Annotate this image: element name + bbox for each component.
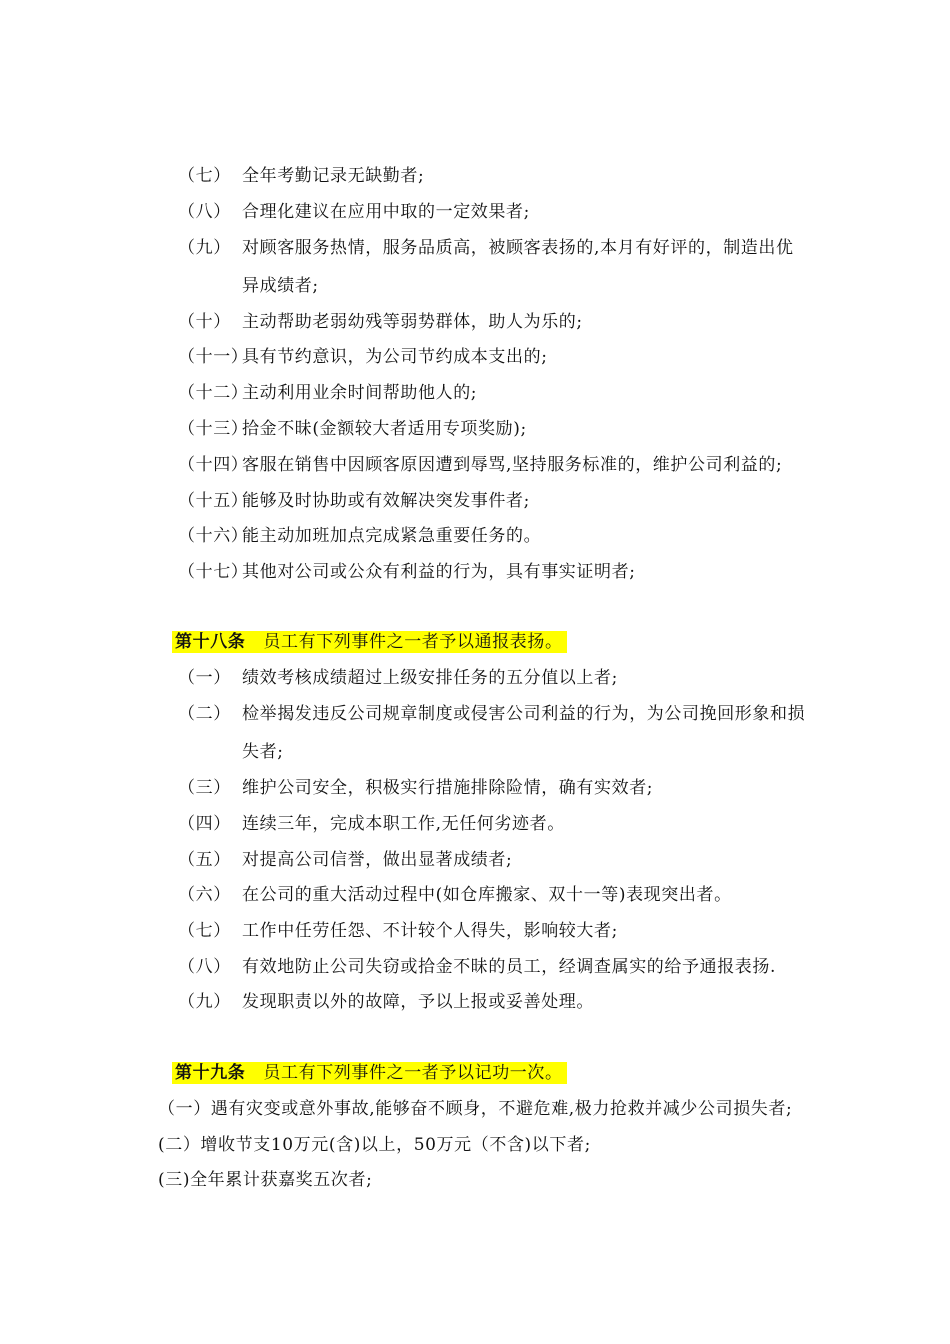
article-number: 第十八条 [175, 632, 246, 652]
article-title: 员工有下列事件之一者予以通报表扬。 [263, 632, 563, 652]
item-text: 检举揭发违反公司规章制度或侵害公司利益的行为，为公司挽回形象和损 [242, 704, 806, 724]
item-number: （二） [178, 704, 231, 724]
item-text: 其他对公司或公众有利益的行为，具有事实证明者; [242, 562, 636, 582]
item-text: 主动利用业余时间帮助他人的; [242, 383, 478, 403]
item-text: 具有节约意识，为公司节约成本支出的; [242, 347, 548, 367]
list-item: (三)全年累计获嘉奖五次者; [158, 1170, 373, 1190]
article-title: 员工有下列事件之一者予以记功一次。 [263, 1063, 563, 1083]
list-item: （一）遇有灾变或意外事故,能够奋不顾身，不避危难,极力抢救并减少公司损失者; [158, 1099, 793, 1119]
item-text: 对顾客服务热情，服务品质高，被顾客表扬的,本月有好评的，制造出优 [242, 238, 794, 258]
item-text: 主动帮助老弱幼残等弱势群体，助人为乐的; [242, 312, 583, 332]
item-number: （十三） [178, 419, 249, 439]
item-text: 能够及时协助或有效解决突发事件者; [242, 491, 530, 511]
item-text: 有效地防止公司失窃或拾金不昧的员工，经调查属实的给予通报表扬. [242, 957, 777, 977]
item-number: （十一） [178, 347, 249, 367]
item-text: 合理化建议在应用中取的一定效果者; [242, 202, 530, 222]
item-text: 连续三年，完成本职工作,无任何劣迹者。 [242, 814, 565, 834]
item-number: （八） [178, 202, 231, 222]
item-number: （七） [178, 921, 231, 941]
item-text: 对提高公司信誉，做出显著成绩者; [242, 850, 513, 870]
item-number: （四） [178, 814, 231, 834]
article-number: 第十九条 [175, 1063, 246, 1083]
item-text: 全年考勤记录无缺勤者; [242, 166, 425, 186]
list-item: (二）增收节支10万元(含)以上，50万元（不含)以下者; [158, 1135, 591, 1155]
item-number: （八） [178, 957, 231, 977]
article-heading [172, 631, 567, 653]
item-number: （十六） [178, 526, 249, 546]
item-text: 拾金不昧(金额较大者适用专项奖励); [242, 419, 527, 439]
item-number: （九） [178, 992, 231, 1012]
item-number: （十） [178, 312, 231, 332]
item-number: （五） [178, 850, 231, 870]
item-number: （十七） [178, 562, 249, 582]
item-number: （六） [178, 885, 231, 905]
item-number: （十二） [178, 383, 249, 403]
item-text: 发现职责以外的故障，予以上报或妥善处理。 [242, 992, 594, 1012]
article-heading [172, 1062, 567, 1084]
item-text: 能主动加班加点完成紧急重要任务的。 [242, 526, 542, 546]
item-text: 维护公司安全，积极实行措施排除险情，确有实效者; [242, 778, 654, 798]
item-text: 绩效考核成绩超过上级安排任务的五分值以上者; [242, 668, 618, 688]
item-text: 异成绩者; [242, 276, 319, 296]
item-number: （九） [178, 238, 231, 258]
item-number: （三） [178, 778, 231, 798]
item-number: （一） [178, 668, 231, 688]
item-text: 在公司的重大活动过程中(如仓库搬家、双十一等)表现突出者。 [242, 885, 732, 905]
item-number: （十四） [178, 455, 249, 475]
item-number: （十五） [178, 491, 249, 511]
item-text: 失者; [242, 742, 284, 762]
item-text: 客服在销售中因顾客原因遭到辱骂,坚持服务标准的，维护公司利益的; [242, 455, 783, 475]
item-number: （七） [178, 166, 231, 186]
item-text: 工作中任劳任怨、不计较个人得失，影响较大者; [242, 921, 618, 941]
